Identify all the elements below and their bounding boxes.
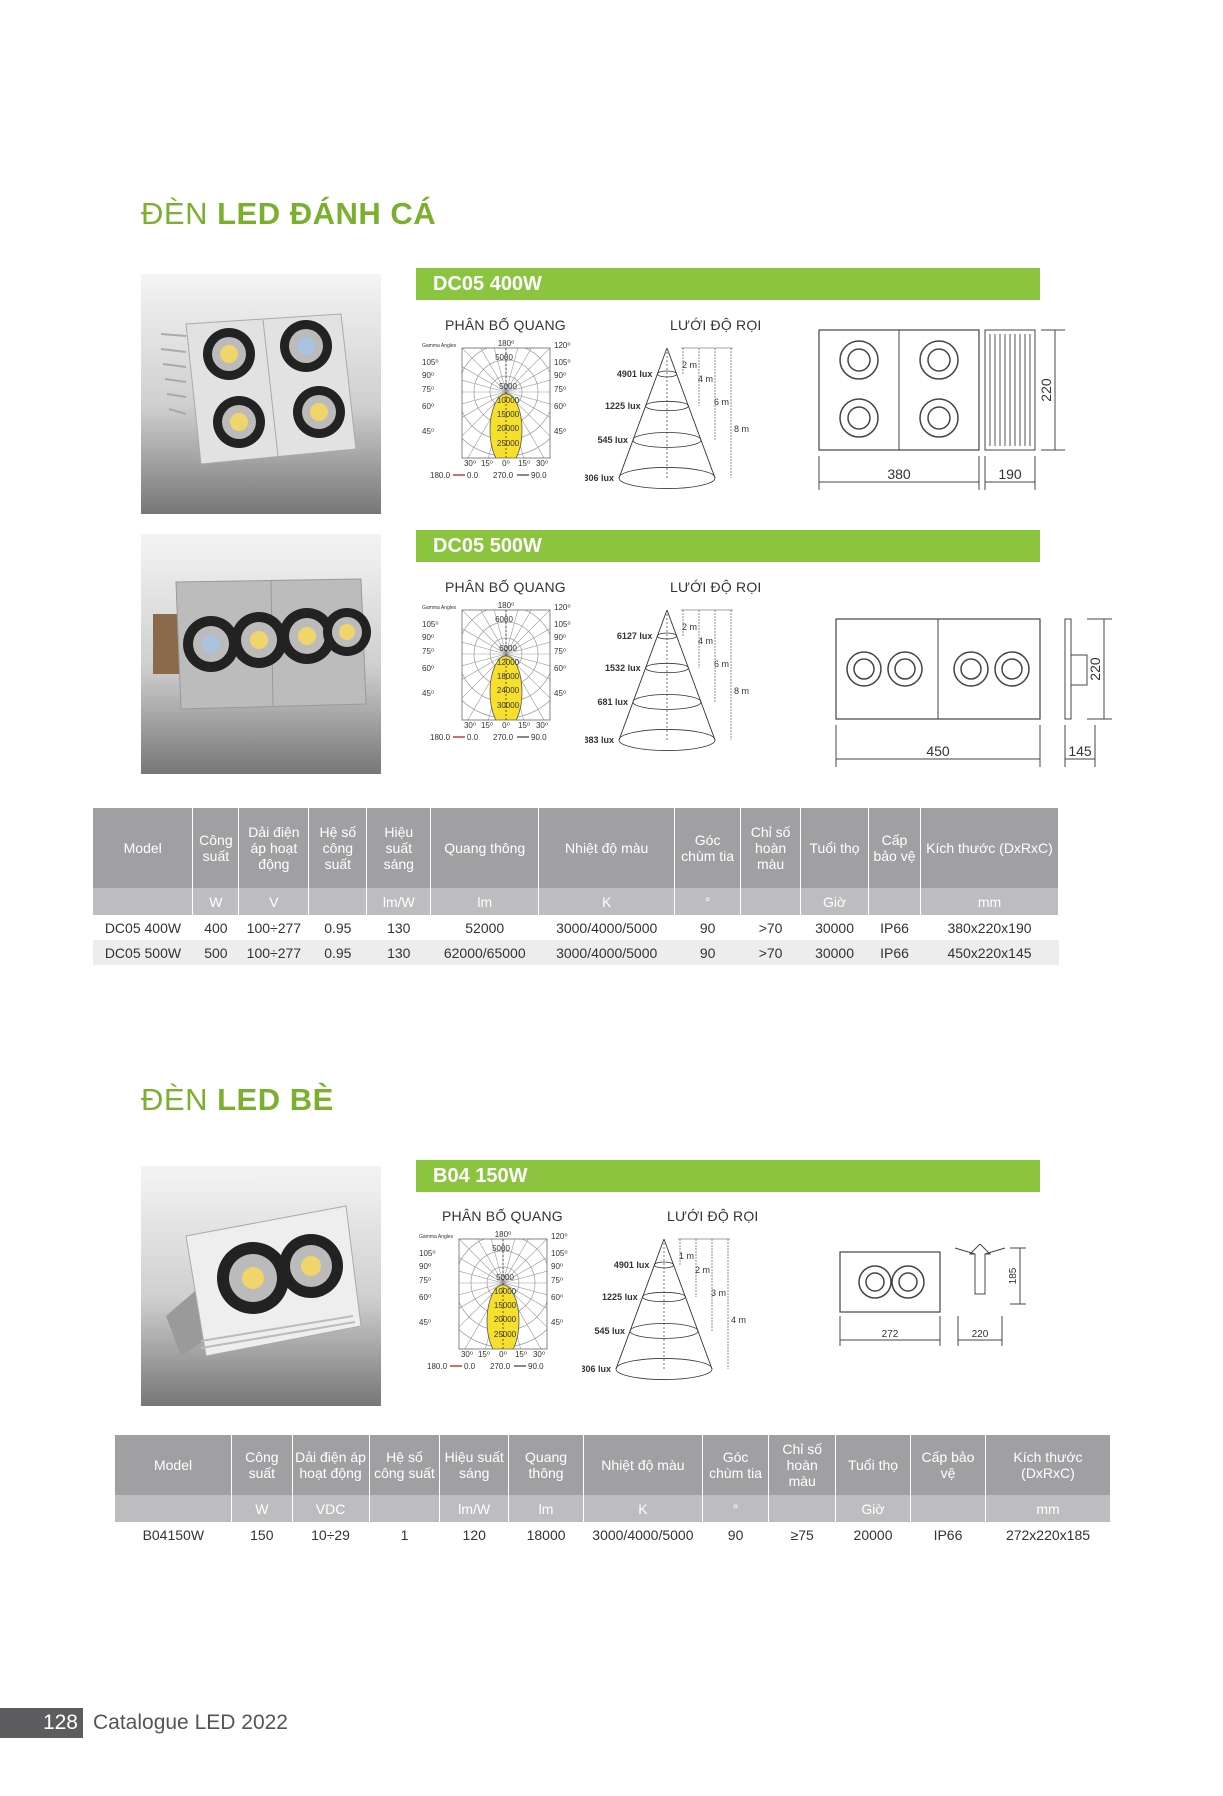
table-row: [115, 1522, 1111, 1547]
table-cell: 100÷277: [239, 940, 309, 965]
dim-depth: 220: [971, 1329, 989, 1340]
angle-label-left: 90⁰: [419, 1262, 432, 1271]
intensity-value-label: 6000: [499, 644, 517, 653]
gamma-angles-label: Gamma Angles: [422, 343, 457, 349]
legend-label: 0.0: [464, 1362, 476, 1371]
illuminance-value-label: 4901 lux: [616, 369, 653, 379]
intensity-value-label: 25000: [493, 1330, 517, 1339]
light-distribution-label: PHÂN BỐ QUANG: [445, 579, 566, 595]
table-cell: DC05 500W: [93, 940, 193, 965]
intensity-value-label: 12000: [496, 658, 520, 667]
angle-label-bottom: 30⁰: [460, 1350, 474, 1359]
column-header: Model: [93, 808, 193, 888]
unit-cell: [309, 888, 367, 915]
angle-label-top: 180⁰: [497, 602, 515, 610]
angle-label-top: 180⁰: [497, 340, 515, 348]
table-row: [93, 940, 1059, 965]
column-header: Quang thông: [431, 808, 539, 888]
table-cell: 380x220x190: [947, 919, 1032, 936]
angle-label-left: 105⁰: [419, 1249, 436, 1258]
light-distribution-label: PHÂN BỐ QUANG: [442, 1208, 563, 1224]
legend-label: 180.0: [430, 471, 451, 480]
unit-cell: [769, 1495, 836, 1522]
legend-label: 90.0: [531, 471, 547, 480]
angle-label-bottom: 15⁰: [480, 721, 494, 730]
angle-label-left: 75⁰: [419, 1276, 432, 1285]
column-header: Kích thước (DxRxC): [985, 1435, 1110, 1495]
product-photo-dc05-500w: [141, 534, 381, 774]
table-cell: 30000: [801, 940, 869, 965]
table-cell: B04150W: [142, 1526, 205, 1543]
intensity-value-label: 10000: [496, 396, 520, 405]
table-cell: 100÷277: [246, 919, 302, 936]
legend-label: 270.0: [493, 733, 514, 742]
unit-cell: [911, 1495, 986, 1522]
column-header: Hiệu suất sáng: [367, 808, 431, 888]
angle-label-bottom: 30⁰: [532, 1350, 546, 1359]
illuminance-cone-dc05-500w: [585, 602, 750, 757]
column-header: Hệ số công suất: [309, 808, 367, 888]
table-cell: 18000: [526, 1526, 566, 1543]
angle-label-left: 60⁰: [422, 664, 435, 673]
distance-label: 6 m: [713, 659, 729, 669]
unit-cell: lm: [431, 888, 539, 915]
angle-label-left: 45⁰: [422, 427, 435, 436]
angle-label-right: 60⁰: [551, 1293, 564, 1302]
illuminance-value-label: 306 lux: [582, 1364, 611, 1374]
unit-cell: lm/W: [440, 1495, 509, 1522]
product-banner-dc05-500w: DC05 500W: [416, 530, 1040, 562]
table-cell: 130: [387, 919, 411, 936]
dim-width: 380: [887, 466, 911, 482]
column-header: Hệ số công suất: [369, 1435, 440, 1495]
angle-label-left: 90⁰: [422, 633, 435, 642]
gamma-angles-label: Gamma Angles: [422, 605, 457, 611]
illuminance-value-label: 1225 lux: [602, 1292, 638, 1302]
angle-label-left: 90⁰: [422, 371, 435, 380]
polar-diagram-dc05-500w: [420, 602, 580, 757]
table-cell: DC05 400W: [104, 919, 182, 936]
distance-label: 4 m: [697, 636, 713, 646]
angle-label-top-right: 120⁰: [551, 1232, 568, 1241]
table-cell: 10÷29: [311, 1526, 350, 1543]
section-title-bold: LED ĐÁNH CÁ: [217, 196, 437, 231]
angle-label-bottom: 15⁰: [477, 1350, 491, 1359]
table-cell: 120: [462, 1526, 486, 1543]
angle-label-top: 180⁰: [494, 1231, 512, 1239]
intensity-value-label: 18000: [496, 672, 520, 681]
legend-label: 180.0: [430, 733, 451, 742]
distance-label: 3 m: [710, 1288, 726, 1298]
table-cell: IP66: [933, 1526, 963, 1543]
angle-label-right: 45⁰: [554, 427, 567, 436]
angle-label-right: 90⁰: [551, 1262, 564, 1271]
angle-label-right: 75⁰: [554, 385, 567, 394]
unit-cell: W: [232, 1495, 292, 1522]
angle-label-right: 105⁰: [554, 620, 571, 629]
distance-label: 4 m: [697, 374, 713, 384]
table-cell: 52000: [465, 919, 505, 936]
angle-label-left: 105⁰: [422, 358, 439, 367]
angle-label-left: 105⁰: [422, 620, 439, 629]
table-row: [93, 915, 1059, 940]
unit-cell: °: [675, 888, 741, 915]
unit-cell: mm: [920, 888, 1058, 915]
unit-cell: [93, 888, 193, 915]
table-cell: 90: [675, 940, 741, 965]
unit-cell: VDC: [292, 1495, 369, 1522]
dim-height: 220: [1087, 657, 1103, 681]
table-cell: 272x220x185: [1005, 1526, 1091, 1543]
column-header: Hiệu suất sáng: [440, 1435, 509, 1495]
table-cell: >70: [741, 940, 801, 965]
intensity-value-label: 24000: [496, 686, 520, 695]
intensity-value-label: 5000: [495, 353, 513, 362]
gamma-angles-label: Gamma Angles: [419, 1234, 454, 1240]
intensity-value-label: 15000: [493, 1301, 517, 1310]
intensity-value-label: 30000: [496, 701, 520, 710]
column-header: Chỉ số hoàn màu: [769, 1435, 836, 1495]
unit-cell: °: [702, 1495, 769, 1522]
section-title-raft-led: [141, 1082, 334, 1118]
distance-label: 4 m: [730, 1315, 746, 1325]
intensity-value-label: 20000: [493, 1315, 517, 1324]
table-cell: IP66: [869, 940, 921, 965]
unit-cell: [369, 1495, 440, 1522]
column-header: Cấp bảo vệ: [869, 808, 921, 888]
intensity-value-label: 5000: [492, 1244, 510, 1253]
legend-label: 0.0: [467, 471, 479, 480]
distance-label: 1 m: [678, 1251, 694, 1261]
unit-cell: K: [584, 1495, 703, 1522]
illuminance-cone-dc05-400w: [585, 340, 750, 495]
distance-label: 6 m: [713, 397, 729, 407]
column-header: Góc chùm tia: [675, 808, 741, 888]
intensity-value-label: 15000: [496, 410, 520, 419]
illuminance-value-label: 1225 lux: [605, 401, 641, 411]
angle-label-left: 60⁰: [422, 402, 435, 411]
table-cell: 450x220x145: [920, 940, 1058, 965]
angle-label-right: 90⁰: [554, 371, 567, 380]
light-distribution-label: PHÂN BỐ QUANG: [445, 317, 566, 333]
illuminance-value-label: 545 lux: [594, 1326, 626, 1336]
angle-label-top-right: 120⁰: [554, 603, 571, 612]
distance-label: 2 m: [681, 622, 697, 632]
unit-cell: lm: [509, 1495, 584, 1522]
column-header: Nhiệt độ màu: [539, 808, 675, 888]
dim-height: 220: [1038, 378, 1054, 402]
dim-width: 450: [926, 743, 950, 759]
angle-label-bottom: 30⁰: [535, 721, 549, 730]
spec-table-fishing-led: [93, 808, 1059, 965]
dimension-drawing-dc05-400w: [815, 320, 1075, 505]
angle-label-right: 75⁰: [554, 647, 567, 656]
table-cell: 1: [400, 1526, 409, 1543]
unit-cell: K: [539, 888, 675, 915]
unit-cell: [741, 888, 801, 915]
table-cell: 150: [250, 1526, 274, 1543]
column-header: Góc chùm tia: [702, 1435, 769, 1495]
distance-label: 8 m: [733, 424, 749, 434]
product-photo-dc05-400w: [141, 274, 381, 514]
dimension-drawing-b04-150w: [830, 1244, 1030, 1359]
angle-label-right: 60⁰: [554, 664, 567, 673]
dim-depth: 145: [1068, 743, 1092, 759]
illuminance-value-label: 545 lux: [597, 435, 629, 445]
polar-diagram-b04-150w: [417, 1231, 577, 1386]
table-cell: >70: [758, 919, 783, 936]
angle-label-bottom: 30⁰: [463, 459, 477, 468]
distance-label: 2 m: [681, 360, 697, 370]
dimension-drawing-dc05-500w: [812, 605, 1122, 780]
table-cell: 400: [204, 919, 228, 936]
angle-label-right: 90⁰: [554, 633, 567, 642]
section-title-thin: ĐÈN: [141, 196, 208, 231]
angle-label-left: 45⁰: [422, 689, 435, 698]
spec-table-raft-led: [115, 1435, 1111, 1547]
unit-cell: [869, 888, 921, 915]
legend-label: 90.0: [531, 733, 547, 742]
dim-height: 185: [1008, 1267, 1019, 1285]
illuminance-value-label: 6127 lux: [616, 631, 653, 641]
table-cell: 3000/4000/5000: [539, 940, 675, 965]
angle-label-left: 75⁰: [422, 385, 435, 394]
angle-label-bottom: 15⁰: [517, 459, 531, 468]
angle-label-left: 75⁰: [422, 647, 435, 656]
intensity-value-label: 20000: [496, 424, 520, 433]
column-header: Công suất: [193, 808, 239, 888]
angle-label-bottom: 15⁰: [514, 1350, 528, 1359]
column-header: Cấp bảo vệ: [911, 1435, 986, 1495]
angle-label-right: 105⁰: [554, 358, 571, 367]
unit-cell: V: [239, 888, 309, 915]
angle-label-top-right: 120⁰: [554, 341, 571, 350]
table-cell: 500: [193, 940, 239, 965]
illuminance-value-label: 681 lux: [597, 697, 629, 707]
legend-label: 270.0: [490, 1362, 511, 1371]
intensity-value-label: 10000: [493, 1287, 517, 1296]
section-title-thin: ĐÈN: [141, 1082, 208, 1117]
column-header: Model: [115, 1435, 232, 1495]
table-cell: ≥75: [790, 1526, 814, 1543]
catalogue-title: Catalogue LED 2022: [93, 1711, 288, 1734]
section-title-fishing-led: [141, 196, 436, 232]
legend-label: 270.0: [493, 471, 514, 480]
table-cell: 90: [699, 919, 716, 936]
unit-cell: [115, 1495, 232, 1522]
angle-label-bottom: 15⁰: [517, 721, 531, 730]
angle-label-right: 105⁰: [551, 1249, 568, 1258]
illuminance-value-label: 4901 lux: [613, 1260, 650, 1270]
product-photo-b04-150w: [141, 1166, 381, 1406]
column-header: Tuổi thọ: [836, 1435, 911, 1495]
page-number: 128: [0, 1708, 83, 1738]
legend-label: 0.0: [467, 733, 479, 742]
column-header: Chỉ số hoàn màu: [741, 808, 801, 888]
unit-cell: lm/W: [367, 888, 431, 915]
legend-label: 90.0: [528, 1362, 544, 1371]
column-header: Dải điện áp hoạt động: [239, 808, 309, 888]
product-banner-dc05-400w: DC05 400W: [416, 268, 1040, 300]
intensity-value-label: 5000: [496, 1273, 514, 1282]
column-header: Tuổi thọ: [801, 808, 869, 888]
intensity-value-label: 25000: [496, 439, 520, 448]
unit-cell: Giờ: [836, 1495, 911, 1522]
unit-cell: Giờ: [801, 888, 869, 915]
distance-label: 8 m: [733, 686, 749, 696]
angle-label-bottom: 15⁰: [480, 459, 494, 468]
angle-label-bottom: 0⁰: [502, 721, 510, 730]
table-cell: 130: [367, 940, 431, 965]
illuminance-value-label: 1532 lux: [605, 663, 641, 673]
illuminance-grid-label: LƯỚI ĐỘ RỌI: [670, 317, 762, 333]
illuminance-cone-b04-150w: [582, 1231, 747, 1386]
column-header: Công suất: [232, 1435, 292, 1495]
section-title-bold: LED BÈ: [217, 1082, 334, 1117]
product-banner-b04-150w: B04 150W: [416, 1160, 1040, 1192]
dim-depth: 190: [998, 466, 1022, 482]
illuminance-grid-label: LƯỚI ĐỘ RỌI: [667, 1208, 759, 1224]
legend-label: 180.0: [427, 1362, 448, 1371]
table-cell: 3000/4000/5000: [592, 1526, 694, 1543]
intensity-value-label: 5000: [499, 382, 517, 391]
angle-label-bottom: 0⁰: [502, 459, 510, 468]
angle-label-left: 60⁰: [419, 1293, 432, 1302]
table-cell: 62000/65000: [431, 940, 539, 965]
table-cell: IP66: [880, 919, 909, 936]
table-cell: 0.95: [324, 919, 352, 936]
table-cell: 90: [727, 1526, 744, 1543]
illuminance-value-label: 383 lux: [585, 735, 614, 745]
table-cell: 20000: [853, 1526, 893, 1543]
angle-label-right: 75⁰: [551, 1276, 564, 1285]
unit-cell: mm: [985, 1495, 1110, 1522]
illuminance-grid-label: LƯỚI ĐỘ RỌI: [670, 579, 762, 595]
dim-width: 272: [881, 1329, 899, 1340]
column-header: Nhiệt độ màu: [584, 1435, 703, 1495]
column-header: Kích thước (DxRxC): [920, 808, 1058, 888]
distance-label: 2 m: [694, 1265, 710, 1275]
table-cell: 30000: [815, 919, 854, 936]
angle-label-bottom: 30⁰: [535, 459, 549, 468]
table-cell: 3000/4000/5000: [556, 919, 658, 936]
illuminance-value-label: 306 lux: [585, 473, 614, 483]
angle-label-bottom: 0⁰: [499, 1350, 507, 1359]
angle-label-right: 60⁰: [554, 402, 567, 411]
column-header: Dải điện áp hoạt động: [292, 1435, 369, 1495]
intensity-value-label: 6000: [495, 615, 513, 624]
angle-label-left: 45⁰: [419, 1318, 432, 1327]
angle-label-right: 45⁰: [551, 1318, 564, 1327]
unit-cell: W: [193, 888, 239, 915]
polar-diagram-dc05-400w: [420, 340, 580, 495]
column-header: Quang thông: [509, 1435, 584, 1495]
angle-label-bottom: 30⁰: [463, 721, 477, 730]
angle-label-right: 45⁰: [554, 689, 567, 698]
table-cell: 0.95: [309, 940, 367, 965]
